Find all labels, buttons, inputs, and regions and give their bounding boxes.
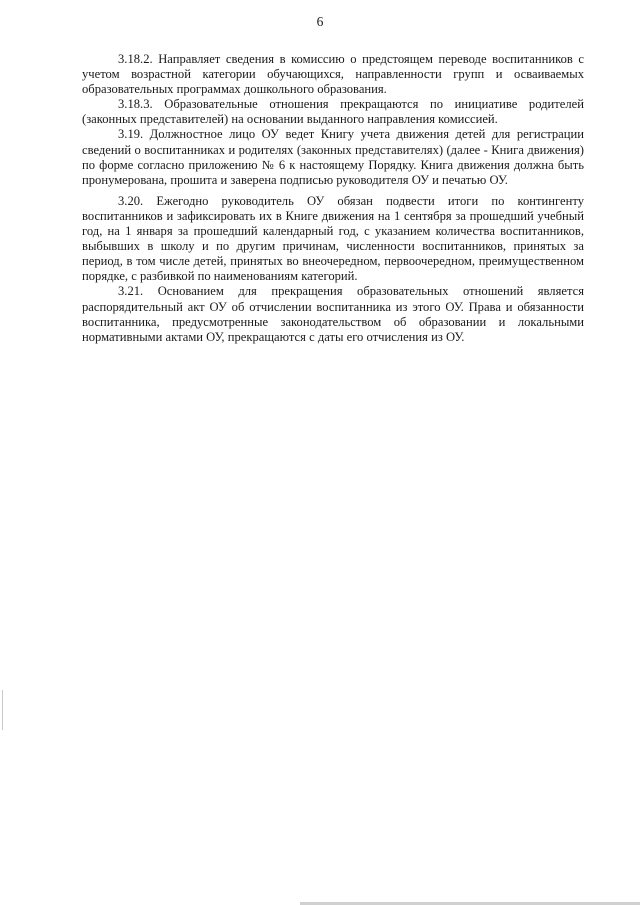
paragraph-3-21: 3.21. Основанием для прекращения образовательных отношений является распорядительный акт ОУ об отчислении воспитанника из этого ОУ. Права и обязанности воспитанника, предусмотренные законодательством об образовании и локальными нормативными актами ОУ, прекращаются с даты его отчисления из ОУ.	[82, 284, 584, 344]
page-number: 6	[316, 14, 324, 29]
scan-edge-mark	[2, 690, 3, 730]
paragraph-3-18-3: 3.18.3. Образовательные отношения прекращаются по инициативе родителей (законных представителей) на основании выданного направления комиссией.	[82, 97, 584, 127]
paragraph-3-19: 3.19. Должностное лицо ОУ ведет Книгу учета движения детей для регистрации сведений о воспитанниках и родителях (законных представителях) (далее - Книга движения) по форме согласно приложению № 6 к настоящему Порядку. Книга движения должна быть пронумерована, прошита и заверена подписью руководителя ОУ и печатью ОУ.	[82, 127, 584, 187]
paragraph-3-18-2: 3.18.2. Направляет сведения в комиссию о предстоящем переводе воспитанников с учетом возрастной категории обучающихся, направленности групп и осваиваемых образовательных программах дошкольного образования.	[82, 52, 584, 97]
paragraph-3-20: 3.20. Ежегодно руководитель ОУ обязан подвести итоги по контингенту воспитанников и зафиксировать их в Книге движения на 1 сентября за прошедший учебный год, на 1 января за прошедший календарный год, с указанием количества воспитанников, выбывших в школу и по другим причинам, численности воспитанников, принятых за период, в том числе детей, принятых во внеочередном, первоочередном, преимущественном порядке, с разбивкой по наименованиям категорий.	[82, 193, 584, 284]
document-body	[82, 52, 584, 345]
